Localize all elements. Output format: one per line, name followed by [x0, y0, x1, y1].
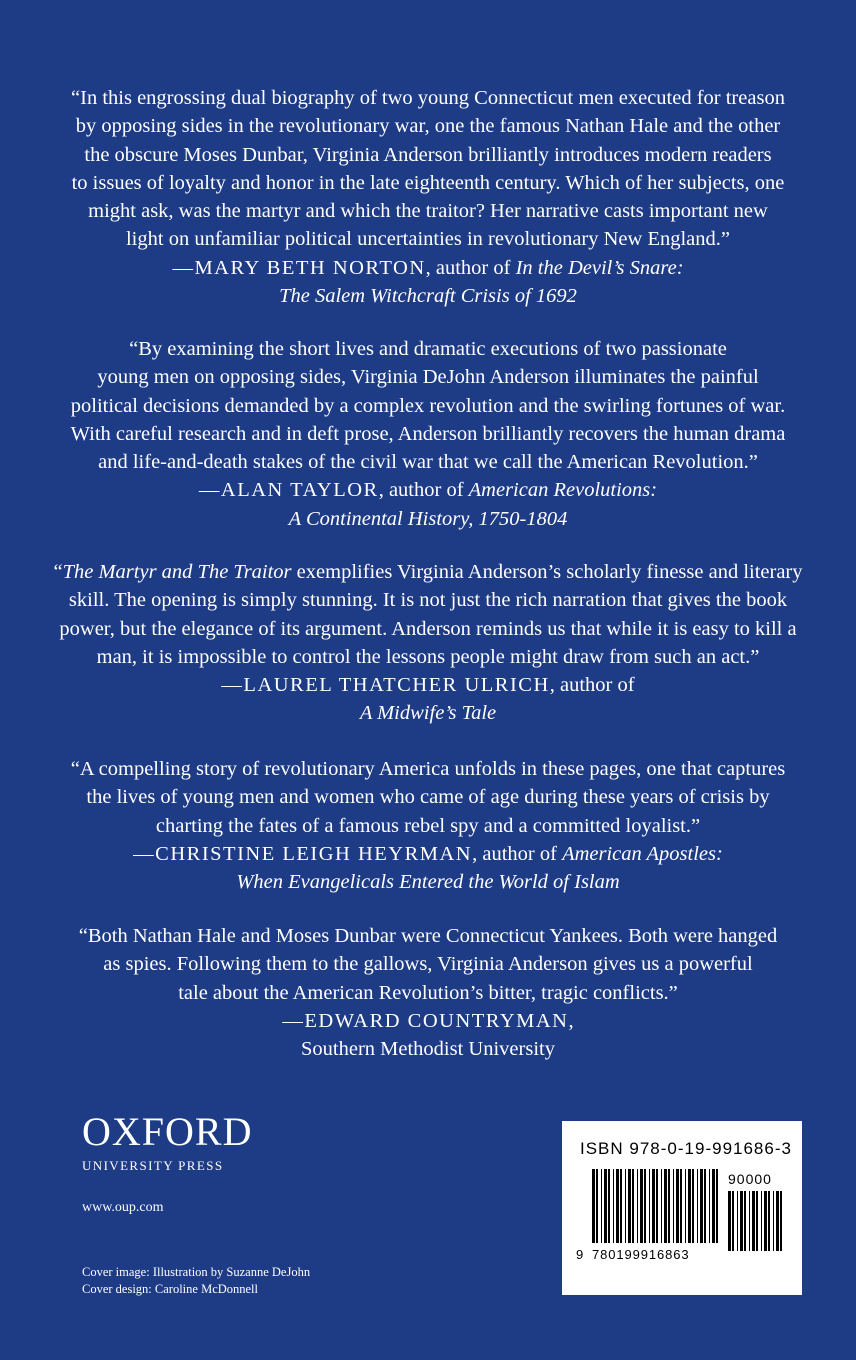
- barcode-bar: [716, 1169, 718, 1243]
- barcode-bar: [692, 1169, 694, 1243]
- quote-line: “By examining the short lives and dramatic executions of two passionate: [129, 338, 727, 360]
- isbn-label: ISBN 978-0-19-991686-3: [580, 1139, 792, 1158]
- open-quote: “: [53, 561, 63, 583]
- barcode-bar: [737, 1191, 738, 1251]
- barcode-bar: [668, 1169, 670, 1243]
- attribution: [0, 476, 856, 504]
- attribution: [0, 671, 856, 699]
- attribution-prefix: , author of: [549, 674, 635, 697]
- ean-digits: 780199916863: [592, 1247, 690, 1262]
- review-quote-taylor: [0, 335, 856, 533]
- quote-line: the obscure Moses Dunbar, Virginia Anderson brilliantly introduces modern readers: [84, 143, 772, 166]
- attribution-prefix: , author of: [425, 256, 516, 279]
- barcode-bar: [613, 1169, 614, 1243]
- quote-line: political decisions demanded by a complex revolution and the swirling fortunes of war.: [70, 394, 786, 417]
- review-quote-heyrman: [0, 755, 856, 896]
- publisher-name: OXFORD: [82, 1109, 253, 1154]
- barcode-bar: [616, 1169, 619, 1243]
- quote-line: “In this engrossing dual biography of two young Connecticut men executed for treason: [71, 87, 785, 109]
- barcode-bar: [712, 1169, 715, 1243]
- barcode-bar: [764, 1191, 767, 1251]
- quote-line: to issues of loyalty and honor in the late eighteenth century. Which of her subjects, one: [71, 171, 785, 194]
- quote-line: “Both Nathan Hale and Moses Dunbar were Connecticut Yankees. Both were hanged: [78, 925, 778, 947]
- barcode-bar: [776, 1191, 779, 1251]
- barcode-bar: [620, 1169, 622, 1243]
- review-quote-ulrich: [0, 558, 856, 728]
- cover-design-credit: Cover design: Caroline McDonnell: [82, 1282, 259, 1296]
- barcode-bar: [740, 1191, 743, 1251]
- barcode-bar: [601, 1169, 602, 1243]
- barcode-bar: [596, 1169, 598, 1243]
- barcode-bar: [744, 1191, 746, 1251]
- cover-image-credit: Cover image: Illustration by Suzanne DeJohn: [82, 1265, 311, 1279]
- quote-line: With careful research and in deft prose, Anderson brilliantly recovers the human drama: [70, 422, 786, 445]
- quote-line: light on unfamiliar political uncertainties in revolutionary New England.”: [125, 228, 730, 251]
- quote-line: man, it is impossible to control the lessons people might draw from such an act.”: [96, 645, 760, 668]
- barcode-bar: [640, 1169, 643, 1243]
- quote-line: might ask, was the martyr and which the traitor? Her narrative casts important new: [88, 200, 768, 223]
- barcode-bar: [656, 1169, 658, 1243]
- barcode-bar: [680, 1169, 682, 1243]
- reviewer-work-subtitle: When Evangelicals Entered the World of Islam: [236, 871, 620, 894]
- barcode-bar: [700, 1169, 703, 1243]
- reviewer-work-subtitle: The Salem Witchcraft Crisis of 1692: [279, 285, 577, 308]
- attribution: [0, 1007, 856, 1035]
- barcode-bar: [697, 1169, 698, 1243]
- quote-line: power, but the elegance of its argument. Anderson reminds us that while it is easy to kill a: [59, 617, 797, 640]
- publisher-logo: [82, 1109, 253, 1174]
- attribution-prefix: ,: [568, 1009, 574, 1032]
- attribution: [0, 840, 856, 868]
- reviewer-work-title: In the Devil’s Snare:: [515, 256, 684, 279]
- barcode-bar: [661, 1169, 662, 1243]
- barcode-bar: [709, 1169, 710, 1243]
- reviewer-name: —LAUREL THATCHER ULRICH: [221, 674, 550, 697]
- reviewer-work-subtitle: A Continental History, 1750-1804: [288, 507, 568, 530]
- barcode-bar: [608, 1169, 610, 1243]
- attribution-prefix: , author of: [378, 479, 469, 502]
- barcode-bar: [749, 1191, 750, 1251]
- barcode-bar: [604, 1169, 607, 1243]
- quote-line: young men on opposing sides, Virginia DeJohn Anderson illuminates the painful: [97, 366, 759, 389]
- barcode-bar: [704, 1169, 706, 1243]
- barcode-bar: [625, 1169, 626, 1243]
- barcode-bar: [773, 1191, 774, 1251]
- quote-line: by opposing sides in the revolutionary war, one the famous Nathan Hale and the other: [75, 115, 781, 138]
- quote-line: the lives of young men and women who came of age during these years of crisis by: [86, 786, 770, 809]
- barcode-bar: [756, 1191, 758, 1251]
- barcode-bar: [637, 1169, 638, 1243]
- cover-credits: [82, 1264, 310, 1298]
- quote-line: as spies. Following them to the gallows, Virginia Anderson gives us a powerful: [103, 953, 753, 976]
- barcode-bar: [761, 1191, 762, 1251]
- barcode-bar: [780, 1191, 782, 1251]
- barcode-bar: [592, 1169, 595, 1243]
- barcode-bar: [685, 1169, 686, 1243]
- barcode-bar: [728, 1191, 731, 1251]
- quote-line: “A compelling story of revolutionary America unfolds in these pages, one that captures: [70, 758, 786, 780]
- attribution-prefix: , author of: [472, 842, 563, 865]
- reviewer-name: —EDWARD COUNTRYMAN: [282, 1009, 569, 1032]
- book-title: The Martyr and The Traitor: [62, 561, 292, 583]
- barcode-bar: [649, 1169, 650, 1243]
- barcode-bar: [752, 1191, 755, 1251]
- reviewer-work-title: American Revolutions:: [468, 479, 658, 502]
- barcode-bar: [688, 1169, 691, 1243]
- barcode-bar: [768, 1191, 770, 1251]
- ean-lead-digit: 9: [576, 1247, 584, 1262]
- barcode-bar: [673, 1169, 674, 1243]
- barcode-bar: [732, 1191, 734, 1251]
- barcode-panel: [562, 1121, 802, 1295]
- quote-line: tale about the American Revolution’s bitter, tragic conflicts.”: [178, 981, 678, 1004]
- quote-text: exemplifies Virginia Anderson’s scholarly finesse and literary: [291, 561, 803, 583]
- reviewer-work-title: A Midwife’s Tale: [359, 702, 497, 725]
- reviewer-work-title: American Apostles:: [562, 842, 723, 865]
- reviewer-name: —CHRISTINE LEIGH HEYRMAN: [133, 842, 473, 865]
- quote-line: [0, 558, 856, 586]
- reviewer-name: —ALAN TAYLOR: [198, 479, 379, 502]
- barcode-bar: [676, 1169, 679, 1243]
- barcode-bar: [628, 1169, 631, 1243]
- attribution: [0, 254, 856, 282]
- publisher-subname: UNIVERSITY PRESS: [82, 1158, 224, 1173]
- reviewer-affiliation: Southern Methodist University: [301, 1038, 555, 1061]
- barcode-bar: [632, 1169, 634, 1243]
- barcode-bar: [664, 1169, 667, 1243]
- quote-line: and life-and-death stakes of the civil war that we call the American Revolution.”: [98, 451, 758, 474]
- review-quote-norton: [0, 84, 856, 310]
- barcode-bar: [644, 1169, 646, 1243]
- quote-line: skill. The opening is simply stunning. It is not just the rich narration that gives the book: [68, 589, 788, 612]
- addon-digits: 90000: [728, 1171, 772, 1187]
- review-quote-countryman: [0, 922, 856, 1063]
- publisher-url: www.oup.com: [82, 1200, 164, 1215]
- reviewer-name: —MARY BETH NORTON: [172, 256, 426, 279]
- quote-line: charting the fates of a famous rebel spy and a committed loyalist.”: [155, 814, 701, 837]
- barcode-bar: [652, 1169, 655, 1243]
